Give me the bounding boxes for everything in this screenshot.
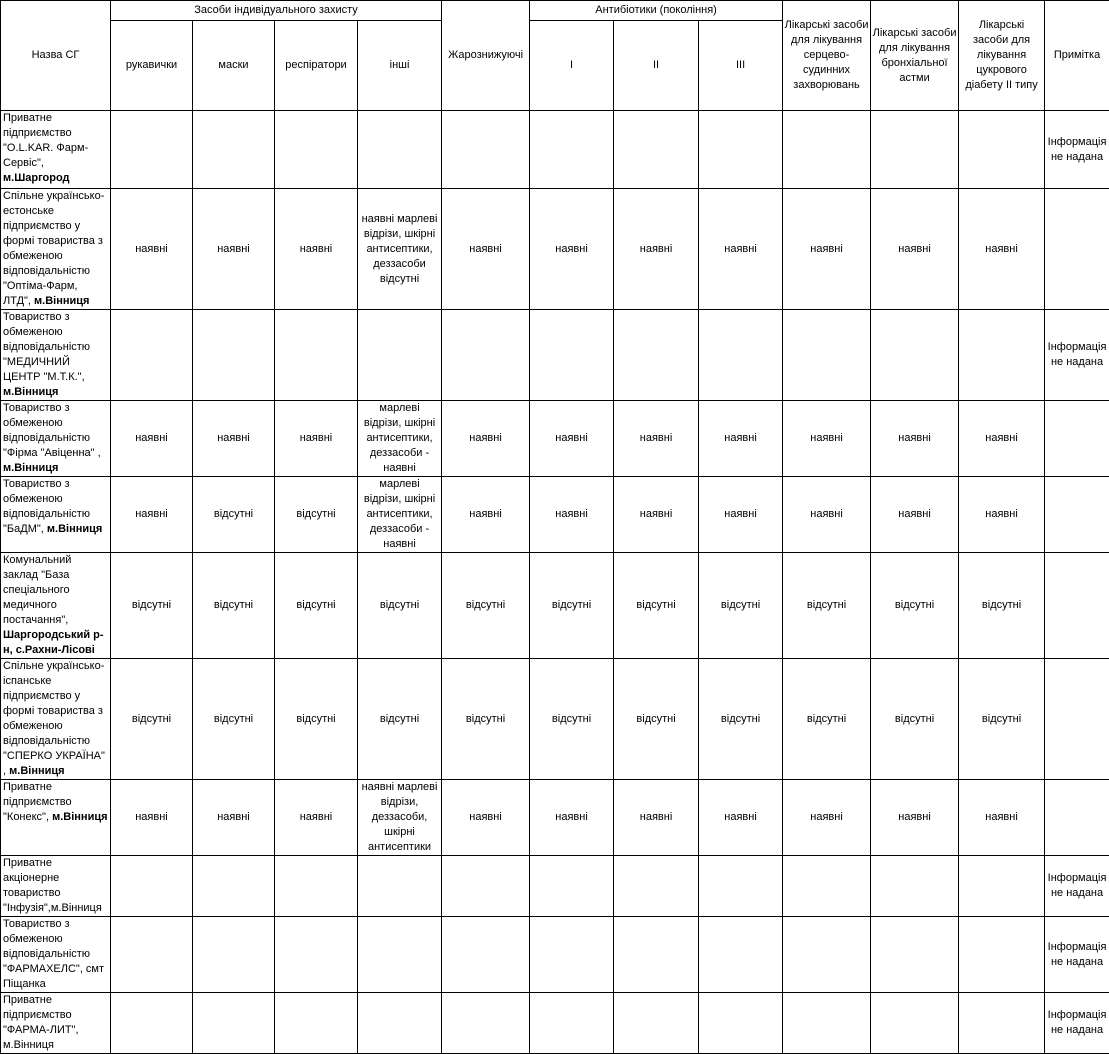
- cell-gen3: [699, 993, 783, 1054]
- entity-location: Шаргородський р-н, с.Рахни-Лісові: [3, 629, 104, 656]
- cell-other: [358, 856, 442, 917]
- entity-name: [1, 401, 111, 477]
- cell-respirators: наявні: [275, 401, 358, 477]
- table-row: [1, 780, 1109, 856]
- header-diabetes: Лікарські засоби для лікування цукрового діабету ІІ типу: [959, 1, 1045, 111]
- cell-gloves: наявні: [111, 780, 193, 856]
- cell-other: марлеві відрізи, шкірні антисептики, деззасоби - наявні: [358, 401, 442, 477]
- cell-diabetes: відсутні: [959, 659, 1045, 780]
- entity-name-text: Приватне підприємство "O.L.KAR. Фарм-Сервіс",: [3, 112, 88, 169]
- cell-gen2: [614, 310, 699, 401]
- cell-gen1: наявні: [530, 780, 614, 856]
- entity-location: м.Вінниця: [34, 295, 89, 307]
- cell-gen3: [699, 856, 783, 917]
- header-note: Примітка: [1045, 1, 1109, 111]
- cell-antipyretic: [442, 310, 530, 401]
- cell-masks: наявні: [193, 189, 275, 310]
- cell-antipyretic: наявні: [442, 189, 530, 310]
- cell-antipyretic: наявні: [442, 401, 530, 477]
- cell-cardio: [783, 111, 871, 189]
- entity-name: [1, 310, 111, 401]
- cell-masks: відсутні: [193, 659, 275, 780]
- entity-name-text: Приватне підприємство "ФАРМА-ЛИТ", м.Вінниця: [3, 994, 79, 1051]
- cell-note: [1045, 189, 1109, 310]
- cell-diabetes: [959, 917, 1045, 993]
- table-row: [1, 477, 1109, 553]
- cell-note: [1045, 553, 1109, 659]
- header-name: Назва СГ: [1, 1, 111, 111]
- cell-cardio: [783, 310, 871, 401]
- entity-name: [1, 189, 111, 310]
- entity-name-text: Спільне українсько-іспанське підприємство у формі товариства з обмеженою відповідальністю "СПЕРКО УКРАЇНА" ,: [3, 660, 105, 777]
- cell-antipyretic: відсутні: [442, 659, 530, 780]
- cell-gloves: наявні: [111, 189, 193, 310]
- cell-diabetes: [959, 856, 1045, 917]
- cell-cardio: [783, 917, 871, 993]
- cell-gen2: наявні: [614, 477, 699, 553]
- cell-antipyretic: [442, 856, 530, 917]
- cell-diabetes: наявні: [959, 401, 1045, 477]
- entity-name-text: Товариство з обмеженою відповідальністю "БаДМ",: [3, 478, 90, 535]
- cell-diabetes: наявні: [959, 780, 1045, 856]
- cell-respirators: [275, 856, 358, 917]
- cell-gen3: наявні: [699, 401, 783, 477]
- cell-asthma: наявні: [871, 780, 959, 856]
- cell-gen2: відсутні: [614, 553, 699, 659]
- cell-masks: відсутні: [193, 553, 275, 659]
- cell-asthma: [871, 111, 959, 189]
- header-other: інші: [358, 21, 442, 111]
- entity-name-text: Товариство з обмеженою відповідальністю "Фірма "Авіценна" ,: [3, 402, 101, 459]
- cell-diabetes: [959, 993, 1045, 1054]
- entity-name: [1, 111, 111, 189]
- cell-gloves: наявні: [111, 477, 193, 553]
- cell-gen3: наявні: [699, 189, 783, 310]
- cell-other: відсутні: [358, 553, 442, 659]
- cell-gen2: [614, 111, 699, 189]
- cell-cardio: наявні: [783, 401, 871, 477]
- cell-gloves: [111, 993, 193, 1054]
- entity-location: м.Вінниця: [9, 765, 64, 777]
- cell-note: Інформація не надана: [1045, 310, 1109, 401]
- entity-name: [1, 917, 111, 993]
- cell-other: відсутні: [358, 659, 442, 780]
- cell-note: [1045, 780, 1109, 856]
- table-row: [1, 310, 1109, 401]
- entity-location: м.Вінниця: [3, 462, 58, 474]
- cell-respirators: [275, 310, 358, 401]
- cell-note: [1045, 401, 1109, 477]
- cell-respirators: [275, 993, 358, 1054]
- header-cardio: Лікарські засоби для лікування серцево-судинних захворювань: [783, 1, 871, 111]
- cell-note: Інформація не надана: [1045, 856, 1109, 917]
- cell-gloves: [111, 310, 193, 401]
- cell-masks: [193, 856, 275, 917]
- cell-gen1: [530, 856, 614, 917]
- cell-gen1: наявні: [530, 477, 614, 553]
- cell-respirators: наявні: [275, 780, 358, 856]
- cell-cardio: [783, 856, 871, 917]
- table-row: [1, 917, 1109, 993]
- cell-other: [358, 310, 442, 401]
- table-row: [1, 553, 1109, 659]
- cell-note: Інформація не надана: [1045, 111, 1109, 189]
- entity-name: [1, 477, 111, 553]
- cell-gen2: наявні: [614, 401, 699, 477]
- entity-name-text: Товариство з обмеженою відповідальністю "МЕДИЧНИЙ ЦЕНТР "М.Т.К.",: [3, 311, 90, 383]
- cell-asthma: [871, 993, 959, 1054]
- cell-gloves: [111, 917, 193, 993]
- cell-asthma: відсутні: [871, 659, 959, 780]
- entity-name: [1, 659, 111, 780]
- table-row: [1, 401, 1109, 477]
- cell-masks: [193, 111, 275, 189]
- cell-antipyretic: відсутні: [442, 553, 530, 659]
- cell-gen2: наявні: [614, 189, 699, 310]
- cell-cardio: наявні: [783, 189, 871, 310]
- cell-masks: відсутні: [193, 477, 275, 553]
- cell-cardio: наявні: [783, 477, 871, 553]
- cell-other: наявні марлеві відрізи, шкірні антисептики, деззасоби відсутні: [358, 189, 442, 310]
- cell-gen3: наявні: [699, 780, 783, 856]
- cell-note: [1045, 659, 1109, 780]
- cell-asthma: [871, 917, 959, 993]
- header-gen3: III: [699, 21, 783, 111]
- header-antipyretic: Жарознижуючі: [442, 1, 530, 111]
- cell-gloves: відсутні: [111, 553, 193, 659]
- cell-masks: [193, 993, 275, 1054]
- cell-masks: [193, 310, 275, 401]
- table-row: [1, 856, 1109, 917]
- cell-gen1: відсутні: [530, 659, 614, 780]
- cell-cardio: відсутні: [783, 553, 871, 659]
- entity-name-text: Товариство з обмеженою відповідальністю "ФАРМАХЕЛС", смт Піщанка: [3, 918, 104, 990]
- cell-respirators: відсутні: [275, 553, 358, 659]
- cell-asthma: [871, 310, 959, 401]
- cell-gen3: відсутні: [699, 659, 783, 780]
- cell-gen2: відсутні: [614, 659, 699, 780]
- entity-name: [1, 780, 111, 856]
- entity-name-text: Комунальний заклад "База спеціального медичного постачання",: [3, 554, 71, 626]
- cell-note: [1045, 477, 1109, 553]
- entity-name-text: Приватне підприємство "Конекс",: [3, 781, 72, 823]
- cell-asthma: наявні: [871, 401, 959, 477]
- cell-gen1: наявні: [530, 401, 614, 477]
- cell-diabetes: відсутні: [959, 553, 1045, 659]
- cell-gloves: відсутні: [111, 659, 193, 780]
- cell-other: наявні марлеві відрізи, деззасоби, шкірні антисептики: [358, 780, 442, 856]
- cell-masks: наявні: [193, 780, 275, 856]
- cell-antipyretic: наявні: [442, 477, 530, 553]
- cell-other: [358, 111, 442, 189]
- table-body: [1, 111, 1109, 1054]
- table-row: [1, 189, 1109, 310]
- cell-respirators: відсутні: [275, 477, 358, 553]
- cell-gen1: [530, 917, 614, 993]
- cell-cardio: наявні: [783, 780, 871, 856]
- cell-gen3: [699, 111, 783, 189]
- cell-diabetes: [959, 310, 1045, 401]
- cell-antipyretic: [442, 111, 530, 189]
- cell-diabetes: наявні: [959, 189, 1045, 310]
- cell-asthma: [871, 856, 959, 917]
- cell-gloves: [111, 111, 193, 189]
- cell-gen3: наявні: [699, 477, 783, 553]
- cell-respirators: відсутні: [275, 659, 358, 780]
- cell-other: [358, 993, 442, 1054]
- cell-diabetes: [959, 111, 1045, 189]
- cell-gen2: [614, 993, 699, 1054]
- cell-gen3: [699, 310, 783, 401]
- cell-gen2: наявні: [614, 780, 699, 856]
- table-row: [1, 111, 1109, 189]
- cell-respirators: наявні: [275, 189, 358, 310]
- cell-antipyretic: наявні: [442, 780, 530, 856]
- cell-other: [358, 917, 442, 993]
- cell-masks: [193, 917, 275, 993]
- cell-gen2: [614, 856, 699, 917]
- cell-diabetes: наявні: [959, 477, 1045, 553]
- cell-gen1: відсутні: [530, 553, 614, 659]
- cell-other: марлеві відрізи, шкірні антисептики, деззасоби - наявні: [358, 477, 442, 553]
- cell-asthma: наявні: [871, 477, 959, 553]
- cell-asthma: наявні: [871, 189, 959, 310]
- cell-antipyretic: [442, 993, 530, 1054]
- entity-name-text: Спільне українсько-естонське підприємство у формі товариства з обмеженою відповідальністю "Оптіма-Фарм, ЛТД",: [3, 190, 104, 307]
- entity-name: [1, 993, 111, 1054]
- table-row: [1, 659, 1109, 780]
- header-gloves: рукавички: [111, 21, 193, 111]
- header-gen2: II: [614, 21, 699, 111]
- cell-note: Інформація не надана: [1045, 993, 1109, 1054]
- cell-gen1: наявні: [530, 189, 614, 310]
- entity-location: м.Вінниця: [52, 811, 107, 823]
- entity-location: м.Вінниця: [47, 523, 102, 535]
- table-row: [1, 993, 1109, 1054]
- cell-gen2: [614, 917, 699, 993]
- cell-gen1: [530, 310, 614, 401]
- cell-gen1: [530, 111, 614, 189]
- cell-gen1: [530, 993, 614, 1054]
- header-asthma: Лікарські засоби для лікування бронхіальної астми: [871, 1, 959, 111]
- cell-cardio: відсутні: [783, 659, 871, 780]
- cell-gen3: [699, 917, 783, 993]
- cell-gloves: наявні: [111, 401, 193, 477]
- cell-gen3: відсутні: [699, 553, 783, 659]
- cell-note: Інформація не надана: [1045, 917, 1109, 993]
- entity-name: [1, 553, 111, 659]
- cell-asthma: відсутні: [871, 553, 959, 659]
- header-ppe-group: Засоби індивідуального захисту: [111, 1, 442, 21]
- entity-location: м.Вінниця: [3, 386, 58, 398]
- cell-cardio: [783, 993, 871, 1054]
- cell-masks: наявні: [193, 401, 275, 477]
- entity-name-text: Приватне акціонерне товариство "Інфузія",м.Вінниця: [3, 857, 102, 914]
- cell-gloves: [111, 856, 193, 917]
- header-gen1: I: [530, 21, 614, 111]
- header-masks: маски: [193, 21, 275, 111]
- cell-respirators: [275, 111, 358, 189]
- entity-name: [1, 856, 111, 917]
- cell-respirators: [275, 917, 358, 993]
- cell-antipyretic: [442, 917, 530, 993]
- header-antibiotics-group: Антибіотики (покоління): [530, 1, 783, 21]
- header-respirators: респіратори: [275, 21, 358, 111]
- entity-location: м.Шаргород: [3, 172, 70, 184]
